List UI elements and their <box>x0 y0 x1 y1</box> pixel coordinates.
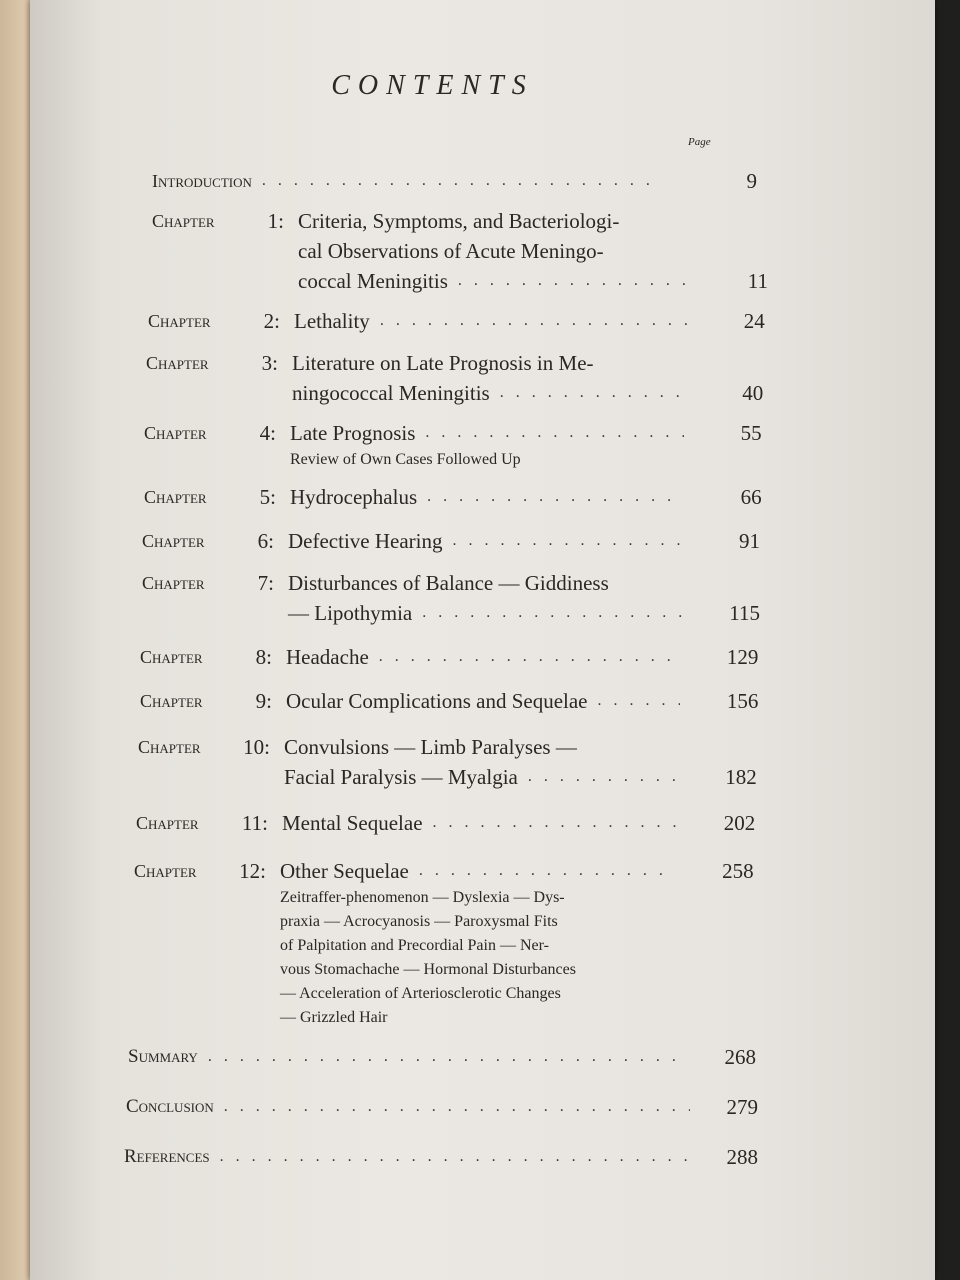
chapter-title-line: Other Sequelae <box>280 859 409 883</box>
leader-dots <box>415 418 684 448</box>
chapter-colon: : <box>278 209 284 233</box>
chapter-colon: : <box>274 309 280 333</box>
chapter-label: Chapter <box>134 861 197 881</box>
leader-dots <box>423 808 676 838</box>
chapter-number-wrap <box>238 526 274 556</box>
chapter-title <box>288 526 688 556</box>
chapter-number: 9 <box>255 689 267 713</box>
chapter-label: Chapter <box>144 487 207 507</box>
chapter-title-line: Facial Paralysis — Myalgia <box>284 765 518 789</box>
chapter-number-wrap <box>232 808 268 838</box>
chapter-number-wrap <box>242 348 278 378</box>
chapter-title <box>286 686 686 716</box>
chapter-title-line: coccal Meningitis <box>298 269 448 293</box>
chapter-label: Chapter <box>138 737 201 757</box>
chapter-label: Chapter <box>148 311 211 331</box>
chapter-page: 182 <box>725 765 757 789</box>
chapter-number-wrap <box>244 306 280 336</box>
leader-dots <box>443 526 683 556</box>
chapter-colon: : <box>260 859 266 883</box>
chapter-title <box>286 642 686 672</box>
chapter-number: 3 <box>261 351 273 375</box>
chapter-number-wrap <box>236 642 272 672</box>
chapter-title-line: Literature on Late Prognosis in Me- <box>292 351 594 375</box>
leader-dots <box>448 266 692 296</box>
leader-dots <box>369 642 680 672</box>
chapter-page: 24 <box>743 309 765 333</box>
chapter-number-wrap <box>240 418 276 448</box>
chapter-label: Chapter <box>146 353 209 373</box>
toc-entry-summary <box>128 1042 768 1072</box>
references-label: References <box>124 1146 210 1167</box>
chapter-title-line: Mental Sequelae <box>282 811 423 835</box>
chapter-title <box>292 348 692 408</box>
chapter-title <box>288 568 688 628</box>
chapter-colon: : <box>268 571 274 595</box>
chapter-title <box>298 206 698 296</box>
chapter-colon: : <box>266 645 272 669</box>
introduction-page: 9 <box>746 169 757 193</box>
toc-entry-introduction <box>152 166 757 196</box>
chapter-title-line: Hydrocephalus <box>290 485 418 509</box>
chapter-number: 12 <box>239 859 261 883</box>
chapter-title-line: Lethality <box>294 309 370 333</box>
chapter-title <box>294 306 694 336</box>
chapter-title-line: Disturbances of Balance — Giddiness <box>288 571 609 595</box>
leader-dots <box>417 482 684 512</box>
chapter-number-wrap <box>230 856 266 886</box>
chapter-number: 7 <box>257 571 269 595</box>
references-page: 288 <box>726 1145 758 1169</box>
chapter-number: 8 <box>255 645 267 669</box>
leader-dots <box>588 686 681 716</box>
chapter-title <box>290 418 690 472</box>
chapter-number-wrap <box>236 686 272 716</box>
page-column-label: Page <box>688 136 711 148</box>
chapter-label: Chapter <box>142 531 205 551</box>
chapter-number: 11 <box>241 811 263 835</box>
chapter-page: 91 <box>739 529 760 553</box>
chapter-subtopics: — Acceleration of Arteriosclerotic Changes <box>280 985 561 1002</box>
conclusion-label: Conclusion <box>126 1096 214 1117</box>
chapter-subtopics: Zeitraffer-phenomenon — Dyslexia — Dys- <box>280 889 565 906</box>
chapter-title-line: Defective Hearing <box>288 529 443 553</box>
chapter-number: 4 <box>259 421 271 445</box>
chapter-subtopics: praxia — Acrocyanosis — Paroxysmal Fits <box>280 913 558 930</box>
chapter-number-wrap <box>238 568 274 598</box>
leader-dots <box>518 762 678 792</box>
chapter-subtopics: of Palpitation and Precordial Pain — Ner- <box>280 937 549 954</box>
chapter-title-line: Headache <box>286 645 369 669</box>
chapter-page: 202 <box>723 811 756 835</box>
chapter-title-line: ningococcal Meningitis <box>292 381 490 405</box>
chapter-title <box>282 808 682 838</box>
leader-dots <box>370 306 688 336</box>
chapter-colon: : <box>270 421 276 445</box>
chapter-title-line: Convulsions — Limb Paralyses — <box>284 735 577 759</box>
conclusion-page: 279 <box>726 1095 758 1119</box>
book-page <box>30 0 935 1280</box>
chapter-number: 1 <box>267 209 279 233</box>
chapter-title-line: Ocular Complications and Sequelae <box>286 689 588 713</box>
chapter-label: Chapter <box>152 211 215 231</box>
chapter-subtopics: Review of Own Cases Followed Up <box>290 451 521 468</box>
chapter-subtopics: vous Stomachache — Hormonal Disturbances <box>280 961 576 978</box>
chapter-number: 10 <box>243 735 265 759</box>
leader-dots <box>490 378 686 408</box>
chapter-page: 258 <box>722 859 754 883</box>
chapter-number-wrap <box>234 732 270 762</box>
chapter-colon: : <box>272 351 278 375</box>
chapter-number-wrap <box>240 482 276 512</box>
chapter-colon: : <box>262 811 268 835</box>
toc-entry-references <box>124 1142 764 1172</box>
chapter-title-line: Criteria, Symptoms, and Bacteriologi- <box>298 209 620 233</box>
chapter-title-line: cal Observations of Acute Meningo- <box>298 239 604 263</box>
chapter-colon: : <box>264 735 270 759</box>
chapter-colon: : <box>268 529 274 553</box>
chapter-page: 129 <box>726 645 759 669</box>
chapter-label: Chapter <box>142 573 205 593</box>
contents-heading: CONTENTS <box>331 70 534 101</box>
chapter-number: 5 <box>259 485 271 509</box>
leader-dots <box>252 166 662 196</box>
chapter-subtopics: — Grizzled Hair <box>280 1009 388 1026</box>
leader-dots <box>210 1142 692 1172</box>
chapter-number: 6 <box>257 529 269 553</box>
leader-dots <box>214 1092 690 1122</box>
chapter-title <box>290 482 690 512</box>
chapter-page: 156 <box>726 689 759 713</box>
chapter-title-line: Late Prognosis <box>290 421 416 445</box>
leader-dots <box>198 1042 688 1072</box>
chapter-title <box>280 856 680 1030</box>
chapter-title <box>284 732 684 792</box>
summary-label: Summary <box>128 1046 198 1067</box>
chapter-label: Chapter <box>140 647 203 667</box>
chapter-title-line: — Lipothymia <box>288 601 413 625</box>
leader-dots <box>412 598 682 628</box>
chapter-page: 55 <box>740 421 762 445</box>
chapter-label: Chapter <box>140 691 203 711</box>
chapter-page: 40 <box>742 381 764 405</box>
chapter-number-wrap <box>248 206 284 236</box>
chapter-page: 11 <box>747 269 768 293</box>
toc-entry-conclusion <box>126 1092 766 1122</box>
chapter-label: Chapter <box>144 423 207 443</box>
leader-dots <box>409 856 674 886</box>
chapter-colon: : <box>270 485 276 509</box>
chapter-page: 66 <box>740 485 762 509</box>
introduction-label: Introduction <box>152 171 252 191</box>
chapter-number: 2 <box>263 309 275 333</box>
chapter-page: 115 <box>729 601 760 625</box>
chapter-colon: : <box>266 689 272 713</box>
chapter-label: Chapter <box>136 813 199 833</box>
summary-page: 268 <box>724 1045 756 1069</box>
